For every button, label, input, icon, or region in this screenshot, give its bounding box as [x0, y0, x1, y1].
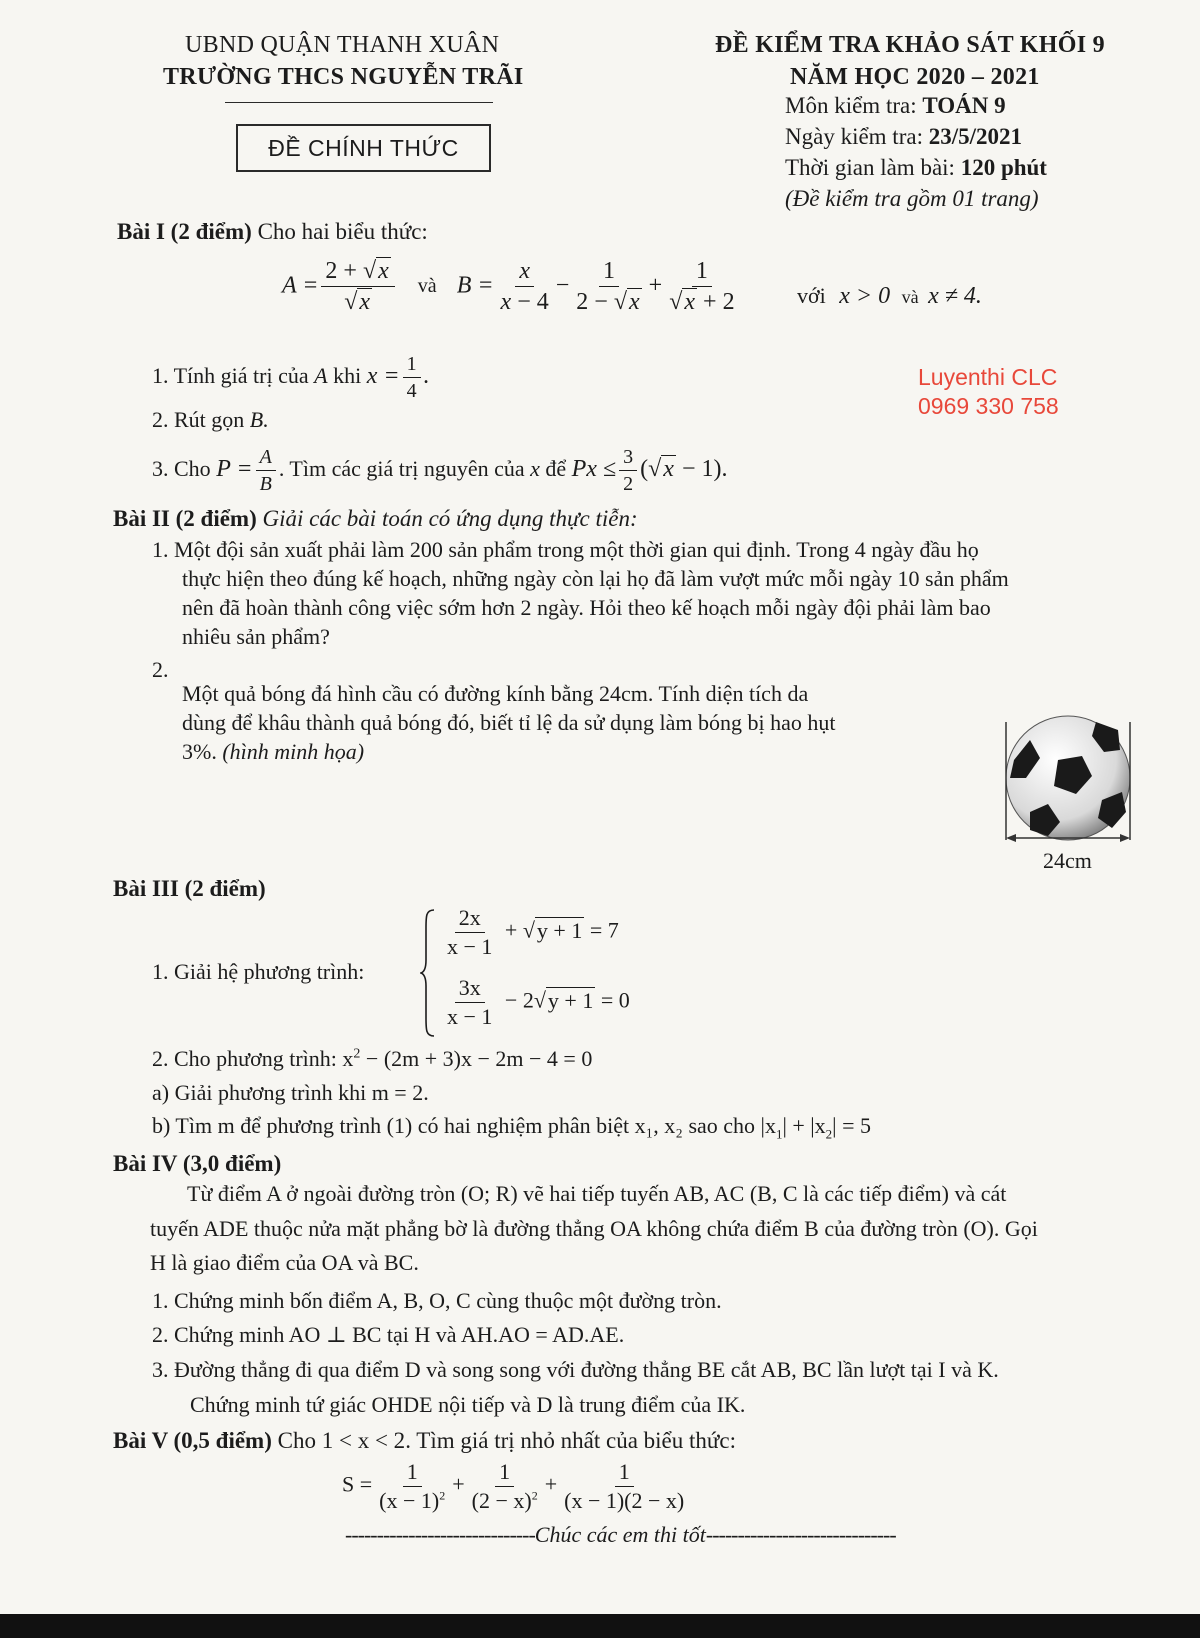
bai5-heading — [113, 1428, 736, 1454]
bai4-line2: tuyến ADE thuộc nửa mặt phẳng bờ là đường thẳng OA không chứa điểm B của đường tròn (O). Gọi — [150, 1216, 1038, 1241]
x-equals-quarter: x = $\frac{1}{4}$ . — [366, 353, 430, 402]
subject-value: TOÁN 9 — [922, 93, 1006, 118]
dashes-right: ------------------------------ — [705, 1522, 896, 1547]
q3-find: . Tìm các giá trị nguyên của — [278, 456, 531, 482]
expression-s: S = $\frac{1}{(x - 1)^2}$ + $\frac{1}{(2 - x)^2}$ + $\frac{1}{(x - 1)(2 - x)}$ — [342, 1459, 685, 1514]
percent-text: 3%. — [182, 739, 223, 764]
bai2-p1-line3: nên đã hoàn thành công việc sớm hơn 2 ngày. Hỏi theo kế hoạch mỗi ngày đội phải làm bao — [182, 595, 991, 620]
fraction-b3: $\frac{1}{√x + 2}$ — [669, 258, 735, 316]
time-label: Thời gian làm bài: — [785, 155, 961, 180]
school-name: TRƯỜNG THCS NGUYỄN TRÃI — [163, 64, 524, 90]
bai2-p2-line3 — [182, 739, 364, 765]
q2-text: 2. Rút gọn — [152, 407, 250, 432]
bai4-title: Bài IV (3,0 điểm) — [113, 1151, 282, 1176]
q1-var: A — [314, 363, 328, 389]
bai2-p2-line1: Một quả bóng đá hình cầu có đường kính bằng 24cm. Tính diện tích da — [182, 681, 809, 706]
system-equation-1: $\frac{2x}{x - 1}$ + √y + 1 = 7 — [447, 905, 619, 960]
bai2-p1-line1: 1. Một đội sản xuất phải làm 200 sản phẩm trong một thời gian qui định. Trong 4 ngày đầu họ — [152, 537, 979, 562]
inequality-p: Px ≤ $\frac{3}{2}$ (√x − 1). — [571, 446, 728, 495]
bai4-line3: H là giao điểm của OA và BC. — [150, 1250, 419, 1275]
bai3-title: Bài III (2 điểm) — [113, 876, 266, 901]
bai1-intro: Cho hai biểu thức: — [251, 219, 428, 244]
q3-text: 3. Cho — [152, 456, 217, 482]
dashes-left: ------------------------------ — [345, 1522, 535, 1547]
bai2-p2-line2: dùng để khâu thành quả bóng đó, biết tỉ lệ da sử dụng làm bóng bị hao hụt — [182, 710, 836, 735]
fraction-b1: $\frac{x}{x - 4}$ — [500, 258, 549, 316]
q3-x: x — [530, 456, 540, 482]
closing-text: Chúc các em thi tốt — [534, 1522, 706, 1547]
bai3-question-a: a) Giải phương trình khi m = 2. — [152, 1080, 429, 1105]
ball-diameter-label: 24cm — [1043, 848, 1092, 873]
bai4-question-2: 2. Chứng minh AO ⊥ BC tại H và AH.AO = AD.AE. — [152, 1322, 625, 1347]
bai2-subtitle: Giải các bài toán có ứng dụng thực tiễn: — [256, 506, 638, 531]
bai1-title: Bài I (2 điểm) — [117, 219, 252, 244]
time-value: 120 phút — [960, 155, 1047, 180]
time-line — [785, 155, 1047, 181]
closing-line — [345, 1522, 896, 1548]
p-equals-a-over-b: P = $\frac{A}{B}$ — [216, 456, 279, 482]
q1-text: 1. Tính giá trị của — [152, 363, 315, 389]
q2-equation-text: 2. Cho phương trình: — [152, 1046, 343, 1071]
bai2-p2-number: 2. — [152, 657, 169, 682]
bai5-title: Bài V (0,5 điểm) — [113, 1428, 272, 1453]
condition-positive: x > 0 — [839, 283, 891, 309]
subject-line — [785, 93, 1006, 119]
expression-a-b: A = $\frac{2 + √x}{√x}$ và B = $\frac{x}{x - 4}$ − $\frac{1}{2 - √x}$ + $\frac{1}{√x + 2}$ — [282, 258, 742, 316]
bai2-heading — [113, 506, 638, 532]
q3-so: để — [539, 456, 572, 482]
condition-line — [797, 283, 982, 310]
watermark-phone: 0969 330 758 — [918, 393, 1059, 419]
subject-label: Môn kiểm tra: — [785, 93, 923, 118]
header-divider — [225, 102, 493, 103]
condition-not-four: x ≠ 4. — [928, 283, 982, 309]
q2-var: B. — [249, 407, 269, 432]
pages-note: (Đề kiểm tra gồm 01 trang) — [785, 186, 1039, 211]
fraction-b2: $\frac{1}{2 - √x}$ — [576, 258, 640, 316]
q1-when: khi — [327, 363, 367, 389]
bai3-question-2: 2. Cho phương trình: $x^2 - (2m + 3)x - 2m - 4 = 0$ — [152, 1046, 593, 1071]
bai2-p1-line2: thực hiện theo đúng kế hoạch, những ngày còn lại họ đã làm vượt mức mỗi ngày 10 sản phẩm — [182, 566, 1009, 591]
bai5-text-a: Cho — [271, 1428, 322, 1453]
bai1-question-3 — [152, 446, 727, 495]
date-line — [785, 124, 1022, 150]
bai3-question-b: b) Tìm m để phương trình (1) có hai nghiệm phân biệt x₁, x₂ sao cho $|x_1| + |x_2| = 5$ — [152, 1113, 871, 1142]
bai2-title: Bài II (2 điểm) — [113, 506, 257, 531]
bai5-condition: 1 < x < 2 — [321, 1428, 406, 1453]
school-year: NĂM HỌC 2020 – 2021 — [790, 64, 1040, 90]
bai2-p1-line4: nhiêu sản phẩm? — [182, 624, 330, 649]
and-word: và — [417, 275, 437, 298]
bai3-question-1: 1. Giải hệ phương trình: — [152, 959, 365, 984]
bai4-line1: Từ điểm A ở ngoài đường tròn (O; R) vẽ hai tiếp tuyến AB, AC (B, C là các tiếp điểm) và cát — [187, 1181, 1007, 1206]
bai4-question-1: 1. Chứng minh bốn điểm A, B, O, C cùng thuộc một đường tròn. — [152, 1288, 722, 1313]
bai1-question-1 — [152, 353, 430, 402]
date-value: 23/5/2021 — [928, 124, 1022, 149]
and-word-2: và — [901, 287, 919, 307]
district-name: UBND QUẬN THANH XUÂN — [185, 32, 500, 58]
watermark-name: Luyenthi CLC — [918, 364, 1058, 390]
bai4-question-3-line1: 3. Đường thẳng đi qua điểm D và song song với đường thẳng BE cắt AB, BC lần lượt tại I và K. — [152, 1357, 999, 1382]
exam-title: ĐỀ KIỂM TRA KHẢO SÁT KHỐI 9 — [715, 32, 1105, 58]
qb-text: b) Tìm m để phương trình (1) có hai nghiệm phân biệt x₁, x₂ sao cho — [152, 1113, 761, 1138]
bottom-border-bar — [0, 1614, 1200, 1638]
date-label: Ngày kiểm tra: — [785, 124, 929, 149]
bai5-text-b: . Tìm giá trị nhỏ nhất của biểu thức: — [405, 1428, 736, 1453]
soccer-ball-icon — [1000, 700, 1140, 870]
system-equation-2: $\frac{3x}{x - 1}$ − 2√y + 1 = 0 — [447, 975, 630, 1030]
official-exam-box: ĐỀ CHÍNH THỨC — [236, 124, 491, 172]
system-brace — [420, 908, 436, 1038]
bai1-question-2 — [152, 407, 269, 433]
fraction-a: $\frac{2 + √x}{√x}$ — [321, 258, 394, 316]
with-word: với — [797, 283, 826, 308]
illustration-note: (hình minh họa) — [222, 739, 365, 764]
bai4-question-3-line2: Chứng minh tứ giác OHDE nội tiếp và D là trung điểm của IK. — [190, 1392, 746, 1417]
bai1-heading — [117, 219, 428, 245]
